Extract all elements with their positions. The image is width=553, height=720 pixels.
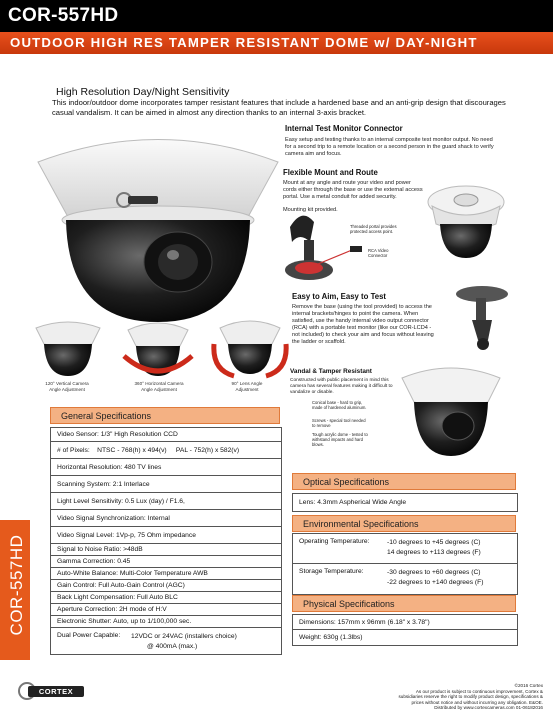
vertical-adjust-caption: 120° Vertical Camera Angle Adjustment [45, 381, 89, 392]
spec-row [51, 616, 281, 628]
logo-word: CORTEX [28, 686, 84, 697]
spec-gain: Gain Control: Full Auto-Gain Control (AGC) [57, 582, 185, 589]
spec-row [51, 604, 281, 616]
spec-gamma: Gamma Correction: 0.45 [57, 558, 131, 565]
spec-row [51, 476, 281, 493]
side-model-label: COR-557HD [7, 534, 26, 636]
mount-note: Mounting kit provided. [283, 207, 338, 213]
vandal-callout-dome: Tough acrylic dome - tested to withstand impacts and hard blows. [312, 432, 368, 447]
physical-specs-heading: Physical Specifications [292, 595, 516, 612]
aim-heading: Easy to Aim, Easy to Test [292, 292, 387, 301]
environmental-specs-heading: Environmental Specifications [292, 515, 516, 532]
lens-adjust-image [210, 314, 290, 380]
camera-main-image [28, 122, 288, 322]
mount-text: Mount at any angle and route your video and power cords either through the base or use the external access portal. Use a metal conduit for added security. [283, 180, 423, 200]
spec-operating-f: 14 degrees to +113 degrees (F) [387, 549, 481, 556]
footer-distributor: Distributed by www.cortexcameras.com 01-06182016 [434, 705, 543, 711]
spec-operating-label: Operating Temperature: [299, 538, 370, 545]
intro-heading: High Resolution Day/Night Sensitivity [56, 86, 230, 98]
test-monitor-text: Easy setup and testing thanks to an internal composite test monitor output. No need for a second trip to a remote location or a second person in the guard shack to verify camera aim and focus. [285, 137, 494, 157]
footer-disclaimer [323, 683, 543, 711]
vertical-adjust-image [32, 318, 104, 378]
lens-adjust-caption: 90° Lens Angle Adjustment [231, 381, 263, 392]
spec-lens: Lens: 4.3mm Aspherical Wide Angle [299, 499, 407, 506]
spec-sync: Video Signal Synchronization: Internal [57, 514, 170, 522]
mount-heading: Flexible Mount and Route [283, 168, 378, 177]
spec-row [51, 459, 281, 476]
rca-callout: RCA Video Connector [368, 248, 389, 258]
spec-row [51, 428, 281, 442]
test-monitor-heading: Internal Test Monitor Connector [285, 124, 403, 133]
spec-row [51, 493, 281, 510]
model-title: COR-557HD [8, 5, 119, 26]
spec-row [51, 592, 281, 604]
spec-signal-level: Video Signal Level: 1Vp-p, 75 Ohm impedance [57, 531, 196, 539]
environmental-specs-table [292, 533, 518, 595]
footer-line3: subsidiaries reserve the right to modify product design, specifications & [398, 694, 543, 700]
optical-specs-heading: Optical Specifications [292, 473, 516, 490]
spec-pixels: # of Pixels: NTSC - 768(h) x 494(v) PAL - 752(h) x 582(v) [57, 446, 240, 454]
spec-row [51, 568, 281, 580]
spec-resolution: Horizontal Resolution: 480 TV lines [57, 463, 162, 471]
spec-storage-values [387, 568, 483, 588]
general-specs-table [50, 427, 282, 655]
spec-row [293, 615, 517, 630]
spec-row [293, 534, 517, 564]
spec-snr: Signal to Noise Ratio: >48dB [57, 546, 143, 553]
spec-aperture: Aperture Correction: 2H mode of H:V [57, 606, 167, 613]
spec-shutter: Electronic Shutter: Auto, up to 1/100,000 sec. [57, 618, 192, 625]
portal-callout: Threaded portal provides protected access point. [350, 224, 397, 234]
cortex-logo [18, 680, 86, 702]
spec-storage-c: -30 degrees to +60 degrees (C) [387, 569, 481, 576]
spec-blc: Back Light Compensation: Full Auto BLC [57, 594, 178, 601]
product-subtitle: OUTDOOR HIGH RES TAMPER RESISTANT DOME w/ DAY-NIGHT [10, 35, 478, 50]
spec-operating-c: -10 degrees to +45 degrees (C) [387, 539, 481, 546]
spec-power-values [131, 632, 237, 652]
aim-text: Remove the base (using the tool provided) to access the internal brackets/hinges to point the camera. When satisfied, use the handy internal video output connector (RCA) with a portable test monitor (like our COR-LCD4 - not included) to check your aim and focus without leaving the ladder or scaffold. [292, 304, 434, 345]
footer-line2: As our product is subject to continuous improvement, Cortex & [415, 688, 543, 694]
spec-row [51, 442, 281, 459]
spec-row [51, 580, 281, 592]
horizontal-adjust-caption: 360° Horizontal Camera Angle Adjustment [134, 381, 184, 392]
spec-storage-f: -22 degrees to +140 degrees (F) [387, 579, 484, 586]
bracket-image [448, 280, 518, 352]
spec-row [293, 494, 517, 511]
spec-row [51, 628, 281, 654]
vandal-camera-image [396, 362, 506, 458]
physical-specs-table [292, 614, 518, 646]
vandal-callout-base: Conical base - hard to grip, made of hardened aluminum. [312, 400, 367, 410]
intro-text: This indoor/outdoor dome incorporates tamper resistant features that include a hardened base and an anti-grip design that discourages casual vandalism. It can be aimed in almost any direction thanks to an internal 3-axis bracket. [52, 98, 506, 117]
spec-row [51, 544, 281, 556]
spec-power-line2: @ 400mA (max.) [147, 643, 198, 650]
general-specs-heading: General Specifications [50, 407, 280, 424]
spec-weight: Weight: 630g (1.3lbs) [299, 634, 363, 641]
spec-row [51, 527, 281, 544]
spec-row [293, 564, 517, 594]
spec-awb: Auto-White Balance: Multi-Color Temperature AWB [57, 570, 208, 577]
spec-row [293, 630, 517, 645]
optical-specs-table [292, 493, 518, 512]
spec-light-level: Light Level Sensitivity: 0.5 Lux (day) / F1.6, [57, 497, 185, 505]
spec-operating-values [387, 538, 481, 558]
spec-storage-label: Storage Temperature: [299, 568, 364, 575]
footer-line4: prices without notice and without incurring any obligation. E&OE. [411, 699, 543, 705]
spec-row [51, 556, 281, 568]
horizontal-adjust-image [118, 316, 198, 382]
spec-scanning: Scanning System: 2:1 Interlace [57, 480, 150, 488]
spec-power-line1: 12VDC or 24VAC (installers choice) [131, 633, 237, 640]
spec-dimensions: Dimensions: 157mm x 96mm (6.18" x 3.78") [299, 618, 430, 626]
footer-copyright: ©2016 Cortex [514, 683, 543, 688]
spec-power-label: Dual Power Capable: [57, 632, 121, 639]
vandal-text: Constructed with public placement in mind this camera has several features making it difficult to vandalize or disable. [290, 378, 393, 395]
spec-video-sensor: Video Sensor: 1/3" High Resolution CCD [57, 431, 178, 438]
mount-image [282, 202, 382, 292]
camera-side-image [418, 180, 514, 260]
spec-row [51, 510, 281, 527]
vandal-callout-screws: Screws - special tool needed to remove [312, 418, 366, 428]
vandal-heading: Vandal & Tamper Resistant [290, 368, 372, 375]
